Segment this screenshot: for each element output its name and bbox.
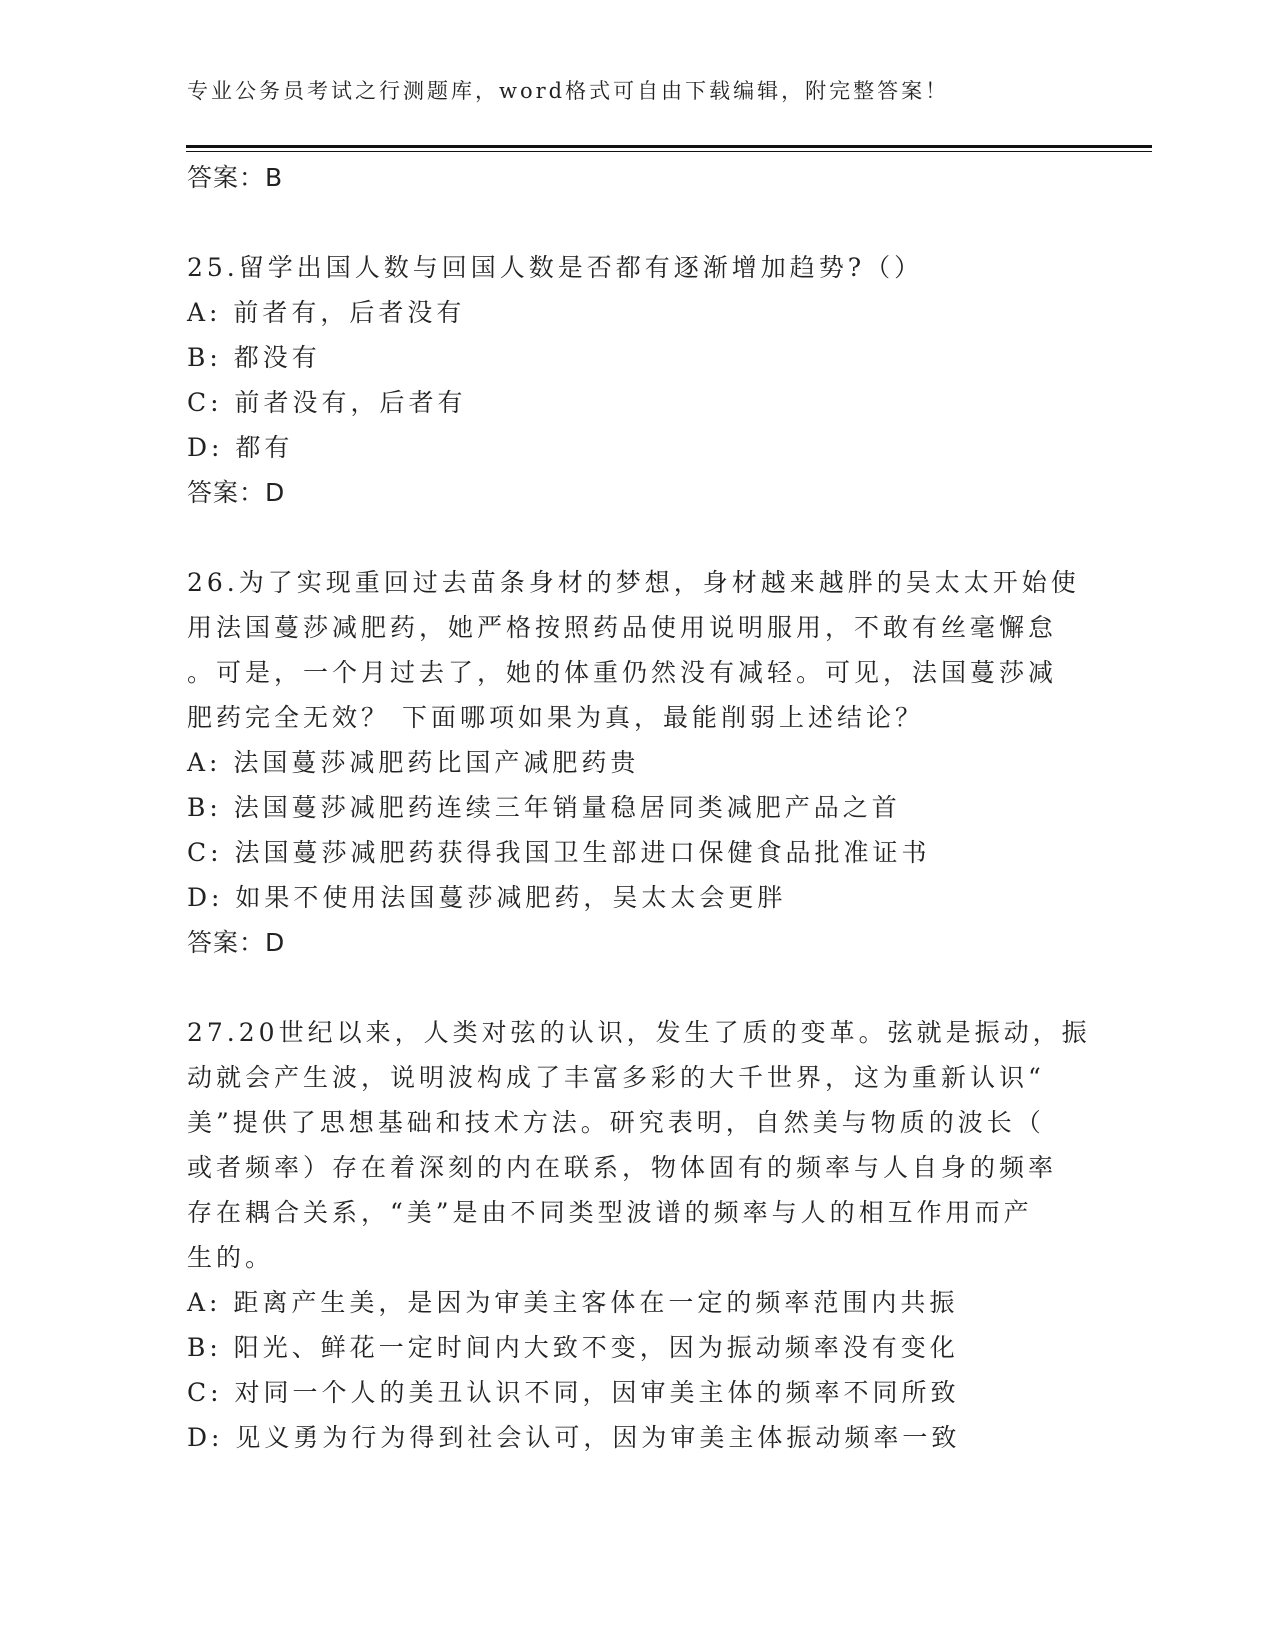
header-rule [186, 145, 1152, 148]
answer-previous: 答案：B [187, 163, 284, 192]
option-c: C: 前者没有，后者有 [187, 388, 467, 417]
question-stem-line: 存在耦合关系，“美”是由不同类型波谱的频率与人的相互作用而产 [187, 1198, 1033, 1227]
question-stem-line: 26.为了实现重回过去苗条身材的梦想，身材越来越胖的吴太太开始使 [187, 568, 1080, 597]
option-a: A: 前者有，后者没有 [187, 298, 466, 327]
spacer [187, 965, 1107, 1010]
spacer [187, 515, 1107, 560]
option-c: C: 法国蔓莎减肥药获得我国卫生部进口保健食品批准证书 [187, 838, 931, 867]
question-content [187, 155, 1107, 1460]
header-rule-thin [186, 151, 1152, 152]
question-stem-line: 27.20世纪以来，人类对弦的认识，发生了质的变革。弦就是振动，振 [187, 1018, 1091, 1047]
option-b: B: 都没有 [187, 343, 321, 372]
question-stem-line: 生的。 [187, 1243, 275, 1272]
question-stem-line: 。可是，一个月过去了，她的体重仍然没有减轻。可见，法国蔓莎减 [187, 658, 1058, 687]
question-stem-line: 动就会产生波，说明波构成了丰富多彩的大千世界，这为重新认识“ [187, 1063, 1045, 1092]
question-25 [187, 245, 1107, 515]
question-stem-line: 或者频率）存在着深刻的内在联系，物体固有的频率与人自身的频率 [187, 1153, 1058, 1182]
question-27 [187, 1010, 1107, 1460]
answer: 答案：D [187, 928, 286, 957]
question-stem-line: 用法国蔓莎减肥药，她严格按照药品使用说明服用，不敢有丝毫懈怠 [187, 613, 1058, 642]
question-26 [187, 560, 1107, 965]
option-d: D: 都有 [187, 433, 294, 462]
question-stem-line: 美”提供了思想基础和技术方法。研究表明，自然美与物质的波长（ [187, 1108, 1045, 1137]
answer: 答案：D [187, 478, 286, 507]
option-c: C: 对同一个人的美丑认识不同，因审美主体的频率不同所致 [187, 1378, 960, 1407]
page-header: 专业公务员考试之行测题库，word格式可自由下载编辑，附完整答案！ [187, 79, 950, 103]
option-a: A: 距离产生美，是因为审美主客体在一定的频率范围内共振 [187, 1288, 959, 1317]
option-d: D: 见义勇为行为得到社会认可，因为审美主体振动频率一致 [187, 1423, 961, 1452]
option-d: D: 如果不使用法国蔓莎减肥药，吴太太会更胖 [187, 883, 787, 912]
spacer [187, 200, 1107, 245]
question-stem: 25.留学出国人数与回国人数是否都有逐渐增加趋势?（） [187, 253, 924, 282]
option-a: A: 法国蔓莎减肥药比国产减肥药贵 [187, 748, 640, 777]
option-b: B: 阳光、鲜花一定时间内大致不变，因为振动频率没有变化 [187, 1333, 959, 1362]
option-b: B: 法国蔓莎减肥药连续三年销量稳居同类减肥产品之首 [187, 793, 901, 822]
question-stem-line: 肥药完全无效？ 下面哪项如果为真，最能削弱上述结论？ [187, 703, 924, 732]
